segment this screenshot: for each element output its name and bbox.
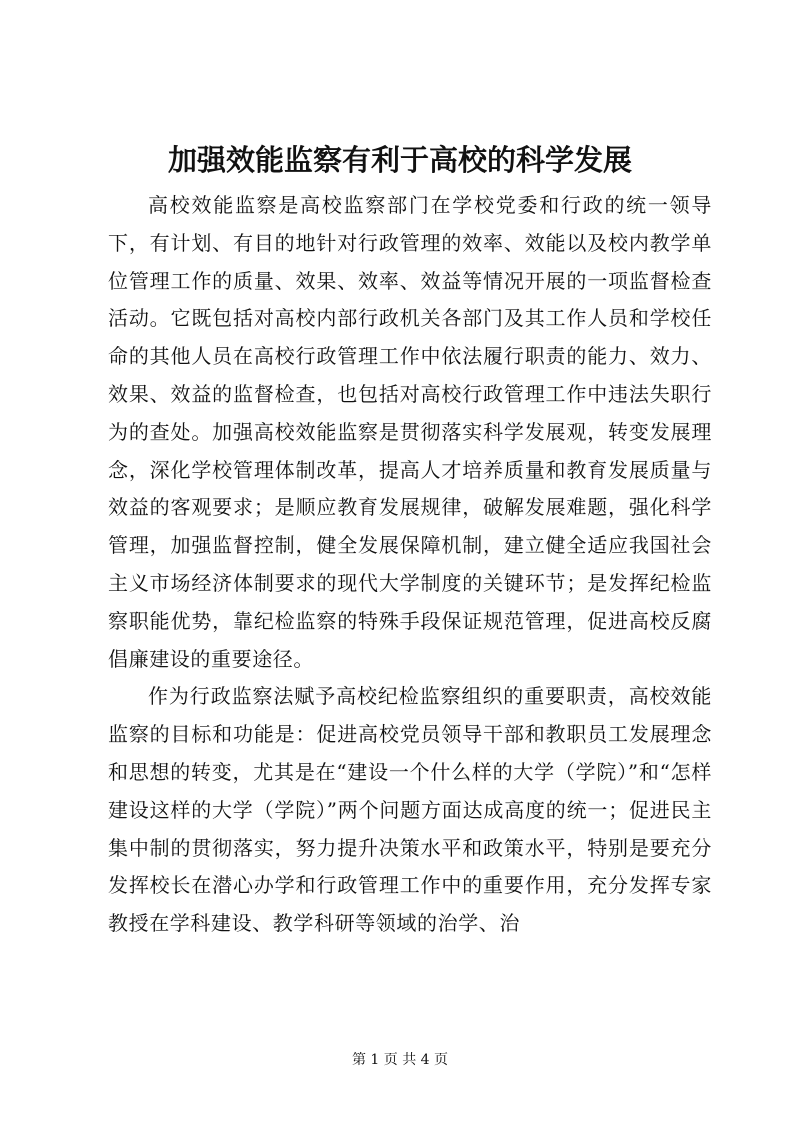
- paragraph-1: 高校效能监察是高校监察部门在学校党委和行政的统一领导下，有计划、有目的地针对行政管理的效率、效能以及校内教学单位管理工作的质量、效果、效率、效益等情况开展的一项监督检查活动。它既包括对高校内部行政机关各部门及其工作人员和学校任命的其他人员在高校行政管理工作中依法履行职责的能力、效力、效果、效益的监督检查，也包括对高校行政管理工作中违法失职行为的查处。加强高校效能监察是贯彻落实科学发展观，转变发展理念，深化学校管理体制改革，提高人才培养质量和教育发展质量与效益的客观要求；是顺应教育发展规律，破解发展难题，强化科学管理，加强监督控制，健全发展保障机制，建立健全适应我国社会主义市场经济体制要求的现代大学制度的关键环节；是发挥纪检监察职能优势，靠纪检监察的特殊手段保证规范管理，促进高校反腐倡廉建设的重要途径。: [108, 193, 712, 671]
- document-title: 加强效能监察有利于高校的科学发展: [167, 143, 632, 177]
- document-body: [108, 187, 712, 943]
- paragraph-2: 作为行政监察法赋予高校纪检监察组织的重要职责，高校效能监察的目标和功能是：促进高校党员领导干部和教职员工发展理念和思想的转变，尤其是在“建设一个什么样的大学（学院）”和“怎样建设这样的大学（学院）”两个问题方面达成高度的统一；促进民主集中制的贯彻落实，努力提升决策水平和政策水平，特别是要充分发挥校长在潜心办学和行政管理工作中的重要作用，充分发挥专家教授在学科建设、教学科研等领域的治学、治: [108, 684, 712, 936]
- page-footer: 第 1 页 共 4 页: [351, 1052, 449, 1068]
